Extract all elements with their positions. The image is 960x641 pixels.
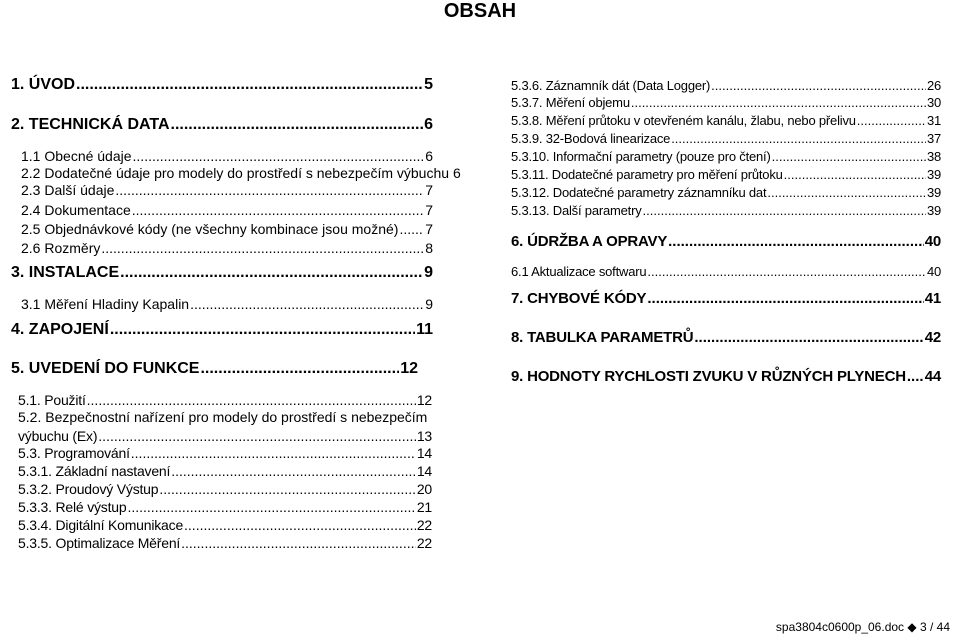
- toc-entry-page: 31: [926, 113, 941, 128]
- toc-entry-text: 5.3.1. Základní nastavení: [18, 463, 171, 479]
- toc-entry[interactable]: [18, 517, 432, 533]
- toc-entry[interactable]: [18, 445, 432, 461]
- toc-dot-leader: [87, 392, 416, 408]
- toc-dot-leader: [76, 76, 423, 94]
- footer-page-count: 3 / 44: [919, 620, 950, 634]
- toc-entry-text: výbuchu (Ex): [18, 428, 98, 444]
- toc-dot-leader: [110, 321, 415, 339]
- toc-entry-text: 5.3.7. Měření objemu: [511, 95, 630, 110]
- toc-entry-page: 8: [425, 240, 433, 256]
- toc-dot-leader: [767, 185, 926, 200]
- toc-dot-leader: [184, 517, 416, 533]
- toc-entry-page: 41: [924, 290, 941, 307]
- toc-dot-leader: [399, 221, 424, 237]
- toc-entry-page: 21: [416, 499, 432, 515]
- toc-entry-text: 2.5 Objednávkové kódy (ne všechny kombinace jsou možné): [21, 221, 399, 237]
- toc-entry[interactable]: [18, 463, 432, 479]
- toc-entry-page: 12: [416, 392, 432, 408]
- toc-entry[interactable]: [11, 76, 433, 94]
- toc-entry[interactable]: [511, 329, 941, 346]
- toc-entry-text: 5.3. Programování: [18, 445, 130, 461]
- toc-entry-page: 9: [425, 296, 433, 312]
- toc-entry-page: 37: [926, 131, 941, 146]
- toc-entry[interactable]: [511, 233, 941, 250]
- toc-entry[interactable]: [511, 78, 941, 93]
- toc-entry-page: 39: [926, 185, 941, 200]
- toc-dot-leader: [171, 463, 416, 479]
- toc-entry[interactable]: [11, 321, 433, 339]
- toc-entry[interactable]: [18, 428, 432, 444]
- toc-entry-text: 5.1. Použití: [18, 392, 86, 408]
- toc-entry[interactable]: [511, 113, 941, 128]
- toc-entry-page: 7: [425, 221, 433, 237]
- toc-entry-text: 9. HODNOTY RYCHLOSTI ZVUKU V RŮZNÝCH PLYNECH: [511, 368, 906, 385]
- toc-entry-text: 5.3.8. Měření průtoku v otevřeném kanálu, žlabu, nebo přelivu: [511, 113, 856, 128]
- toc-entry[interactable]: [11, 264, 433, 282]
- toc-entry[interactable]: [21, 296, 433, 312]
- toc-entry-text: 1. ÚVOD: [11, 76, 76, 93]
- toc-entry-page: 30: [926, 95, 941, 110]
- toc-entry-text: 2.6 Rozměry: [21, 240, 101, 256]
- toc-entry-text: 5.3.12. Dodatečné parametry záznamníku dat: [511, 185, 767, 200]
- toc-entry-text: 5.3.11. Dodatečné parametry pro měření průtoku: [511, 167, 783, 182]
- toc-dot-leader: [857, 113, 926, 128]
- toc-entry-text: 5. UVEDENÍ DO FUNKCE: [11, 360, 200, 377]
- toc-entry[interactable]: [21, 221, 433, 237]
- toc-entry-text: 3.1 Měření Hladiny Kapalin: [21, 296, 190, 312]
- toc-entry[interactable]: [511, 203, 941, 218]
- toc-entry[interactable]: [511, 264, 941, 279]
- toc-entry-text: 5.3.6. Záznamník dát (Data Logger): [511, 78, 711, 93]
- toc-entry-page: 7: [425, 202, 433, 218]
- toc-entry-page: 5: [424, 76, 433, 93]
- toc-dot-leader: [647, 264, 926, 279]
- toc-entry-text: 5.3.3. Relé výstup: [18, 499, 127, 515]
- toc-entry[interactable]: [21, 240, 433, 256]
- toc-entry[interactable]: [18, 392, 432, 408]
- toc-dot-leader: [171, 116, 424, 134]
- toc-dot-leader: [668, 233, 924, 250]
- toc-dot-leader: [120, 264, 423, 282]
- toc-dot-leader: [127, 499, 415, 515]
- toc-dot-leader: [671, 131, 926, 146]
- diamond-icon: ◆: [907, 620, 917, 634]
- toc-dot-leader: [694, 329, 923, 346]
- toc-entry-page: 6: [453, 165, 461, 181]
- toc-dot-leader: [772, 149, 926, 164]
- toc-entry-text: 2. TECHNICKÁ DATA: [11, 116, 170, 133]
- toc-entry[interactable]: [11, 116, 433, 134]
- toc-entry[interactable]: [21, 148, 433, 164]
- toc-entry-text: 5.3.10. Informační parametry (pouze pro čtení): [511, 149, 771, 164]
- toc-entry[interactable]: [18, 535, 432, 551]
- toc-entry[interactable]: [511, 167, 941, 182]
- footer-filename: spa3804c0600p_06.doc: [775, 620, 905, 634]
- toc-entry-page: 11: [416, 321, 433, 338]
- toc-dot-leader: [907, 368, 924, 385]
- toc-entry-text: 5.3.4. Digitální Komunikace: [18, 517, 184, 533]
- toc-entry-page: 6: [425, 148, 433, 164]
- toc-dot-leader: [98, 428, 416, 444]
- toc-entry-page: 44: [924, 368, 941, 385]
- toc-entry[interactable]: [511, 368, 941, 385]
- toc-dot-leader: [115, 182, 424, 198]
- toc-entry-page: 22: [416, 535, 432, 551]
- toc-entry-text: 5.3.2. Proudový Výstup: [18, 481, 159, 497]
- toc-entry[interactable]: [511, 149, 941, 164]
- toc-entry[interactable]: [18, 481, 432, 497]
- toc-entry[interactable]: [511, 290, 941, 307]
- toc-entry-text: 7. CHYBOVÉ KÓDY: [511, 290, 647, 307]
- toc-entry-page: 40: [926, 264, 941, 279]
- toc-dot-leader: [200, 360, 399, 378]
- toc-entry-text: 8. TABULKA PARAMETRŮ: [511, 329, 694, 346]
- toc-entry-page: 40: [924, 233, 941, 250]
- toc-entry-page: 26: [926, 78, 941, 93]
- toc-entry-text: 5.3.13. Další parametry: [511, 203, 642, 218]
- toc-entry-page: 6: [424, 116, 433, 133]
- toc-entry-page: 22: [416, 517, 432, 533]
- toc-entry-page: 39: [926, 203, 941, 218]
- toc-entry-text: 1.1 Obecné údaje: [21, 148, 132, 164]
- toc-entry-text: 6. ÚDRŽBA A OPRAVY: [511, 233, 668, 250]
- toc-dot-leader: [132, 202, 424, 218]
- toc-entry[interactable]: [11, 360, 418, 378]
- toc-entry-page: 9: [424, 264, 433, 281]
- toc-entry-page: 14: [416, 445, 432, 461]
- toc-entry-page: 20: [416, 481, 432, 497]
- toc-dot-leader: [784, 167, 926, 182]
- toc-entry[interactable]: [21, 202, 433, 218]
- toc-dot-leader: [711, 78, 926, 93]
- toc-entry-text: 5.3.9. 32-Bodová linearizace: [511, 131, 671, 146]
- toc-entry[interactable]: [511, 95, 941, 110]
- toc-entry-text: 4. ZAPOJENÍ: [11, 321, 109, 338]
- toc-dot-leader: [190, 296, 424, 312]
- toc-dot-leader: [131, 445, 416, 461]
- toc-dot-leader: [643, 203, 926, 218]
- toc-entry-text: 3. INSTALACE: [11, 264, 120, 281]
- toc-entry-text: 2.3 Další údaje: [21, 182, 115, 198]
- toc-entry-text: 2.2 Dodatečné údaje pro modely do prostředí s nebezpečím výbuchu: [21, 165, 450, 181]
- toc-entry-page: 7: [425, 182, 433, 198]
- toc-entry-page: 42: [924, 329, 941, 346]
- toc-entry-page: 39: [926, 167, 941, 182]
- toc-entry-text[interactable]: 5.2. Bezpečnostní nařízení pro modely do prostředí s nebezpečím: [18, 409, 428, 425]
- toc-entry-page: 38: [926, 149, 941, 164]
- toc-entry-page: 12: [400, 360, 418, 377]
- toc-entry-text: 5.3.5. Optimalizace Měření: [18, 535, 181, 551]
- page-footer: [776, 620, 950, 634]
- toc-entry-page: 14: [416, 463, 432, 479]
- toc-dot-leader: [181, 535, 416, 551]
- toc-dot-leader: [133, 148, 425, 164]
- toc-entry-page: 13: [416, 428, 432, 444]
- toc-entry-text: 2.4 Dokumentace: [21, 202, 131, 218]
- toc-entry[interactable]: [511, 185, 941, 200]
- toc-entry[interactable]: [511, 131, 941, 146]
- toc-entry-text: 6.1 Aktualizace softwaru: [511, 264, 647, 279]
- page-title: OBSAH: [443, 0, 517, 22]
- toc-dot-leader: [159, 481, 415, 497]
- toc-dot-leader: [631, 95, 926, 110]
- toc-entry[interactable]: [18, 499, 432, 515]
- toc-dot-leader: [647, 290, 923, 307]
- toc-entry[interactable]: [21, 165, 461, 181]
- toc-dot-leader: [101, 240, 424, 256]
- toc-entry[interactable]: [21, 182, 433, 198]
